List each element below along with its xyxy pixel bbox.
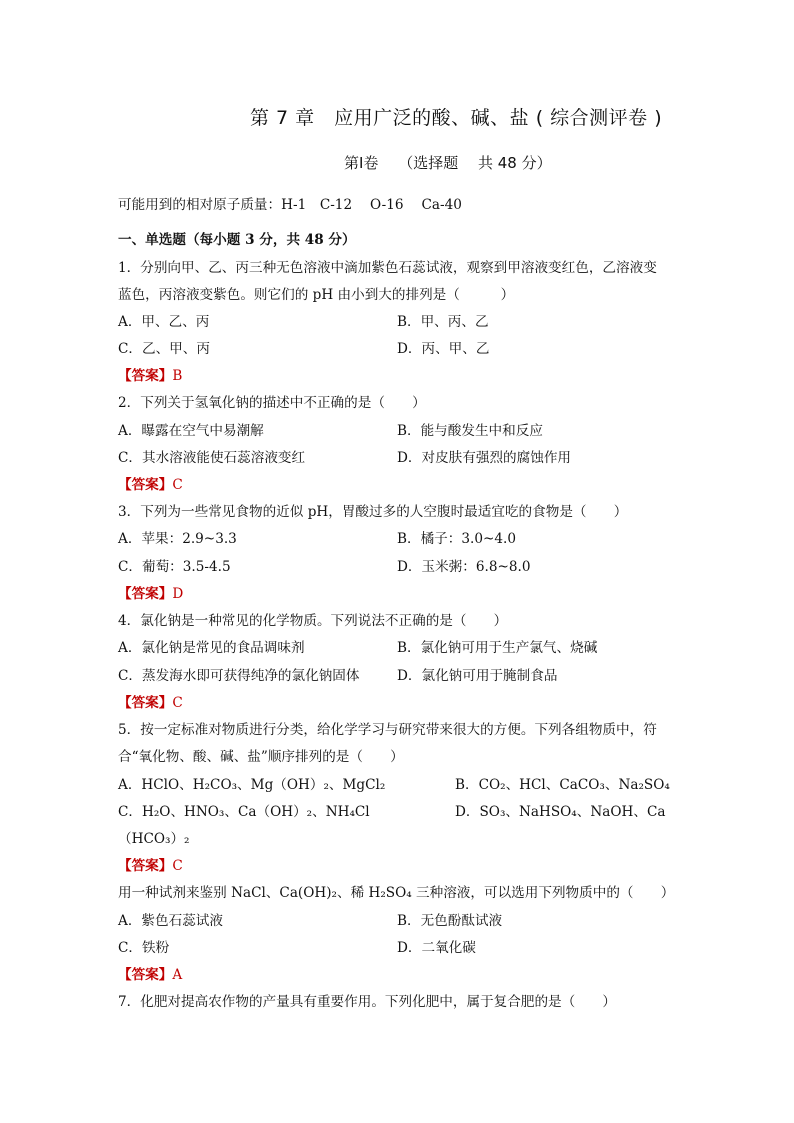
q1-option-d: D．丙、甲、乙 [397,341,490,357]
q1-stem-line2: 蓝色，丙溶液变紫色。则它们的 pH 由小到大的排列是（ ） [118,287,515,303]
q4-answer [118,694,183,712]
q2-option-d: D．对皮肤有强烈的腐蚀作用 [397,450,572,466]
answer-label: 【答案】 [118,477,173,493]
answer-value: C [172,477,183,493]
answer-value: A [172,967,183,983]
q3-answer [118,585,183,603]
q7-stem: 7．化肥对提高农作物的产量具有重要作用。下列化肥中，属于复合肥的是（ ） [118,994,617,1010]
q4-option-d: D．氯化钠可用于腌制食品 [397,668,558,684]
q6-option-c: C．铁粉 [118,940,170,956]
q3-option-a: A．苹果：2.9~3.3 [118,531,237,547]
q2-option-b: B．能与酸发生中和反应 [397,423,543,439]
q3-option-d: D．玉米粥：6.8~8.0 [397,559,531,575]
q5-option-d-cont: （HCO₃）₂ [118,831,190,847]
answer-value: D [172,586,184,602]
q1-answer [118,367,182,385]
q1-option-c: C．乙、甲、丙 [118,341,210,357]
q3-option-b: B．橘子：3.0~4.0 [397,531,516,547]
q1-option-b: B．甲、丙、乙 [397,314,489,330]
q1-option-a: A．甲、乙、丙 [118,314,210,330]
q3-stem: 3．下列为一些常见食物的近似 pH，胃酸过多的人空腹时最适宜吃的食物是（ ） [118,504,628,520]
answer-label: 【答案】 [118,858,173,874]
section-subtitle: 第Ⅰ卷 （选择题 共 48 分） [344,154,552,172]
q5-option-d: D．SO₃、NaHSO₄、NaOH、Ca [455,804,666,820]
q5-option-a: A．HClO、H₂CO₃、Mg（OH）₂、MgCl₂ [118,777,386,793]
q6-option-b: B．无色酚酞试液 [397,913,503,929]
q5-option-c: C．H₂O、HNO₃、Ca（OH）₂、NH₄Cl [118,804,370,820]
q5-stem-line2: 合“氧化物、酸、碱、盐”顺序排列的是（ ） [118,749,404,765]
q4-option-c: C．蒸发海水即可获得纯净的氯化钠固体 [118,668,360,684]
q5-option-b: B．CO₂、HCl、CaCO₃、Na₂SO₄ [455,777,670,793]
answer-value: C [172,858,183,874]
q6-option-a: A．紫色石蕊试液 [118,913,223,929]
section-heading: 一、单选题（每小题 3 分，共 48 分） [118,232,356,248]
page-title: 第 7 章 应用广泛的酸、碱、盐 ( 综合测评卷 ) [250,107,663,129]
q6-option-d: D．二氧化碳 [397,940,476,956]
answer-label: 【答案】 [118,967,173,983]
q6-answer [118,966,182,984]
q6-stem: 用一种试剂来鉴别 NaCl、Ca(OH)₂、稀 H₂SO₄ 三种溶液，可以选用下列物质中的（ ） [118,885,675,901]
q4-stem: 4．氯化钠是一种常见的化学物质。下列说法不正确的是（ ） [118,613,508,629]
answer-label: 【答案】 [118,586,173,602]
answer-label: 【答案】 [118,368,173,384]
q5-answer [118,857,183,875]
q4-option-b: B．氯化钠可用于生产氯气、烧碱 [397,640,598,656]
answer-value: B [172,368,183,384]
answer-value: C [172,695,183,711]
q2-stem: 2．下列关于氢氧化钠的描述中不正确的是（ ） [118,395,426,411]
answer-label: 【答案】 [118,695,173,711]
q3-option-c: C．葡萄：3.5-4.5 [118,559,231,575]
q4-option-a: A．氯化钠是常见的食品调味剂 [118,640,305,656]
atomic-masses-note: 可能用到的相对原子质量：H-1 C-12 O-16 Ca-40 [118,197,462,213]
q5-stem-line1: 5．按一定标准对物质进行分类，给化学学习与研究带来很大的方便。下列各组物质中，符 [118,722,657,738]
q1-stem-line1: 1．分别向甲、乙、丙三种无色溶液中滴加紫色石蕊试液，观察到甲溶液变红色，乙溶液变 [118,260,657,276]
q2-answer [118,476,183,494]
q2-option-a: A．曝露在空气中易潮解 [118,423,264,439]
q2-option-c: C．其水溶液能使石蕊溶液变红 [118,450,306,466]
